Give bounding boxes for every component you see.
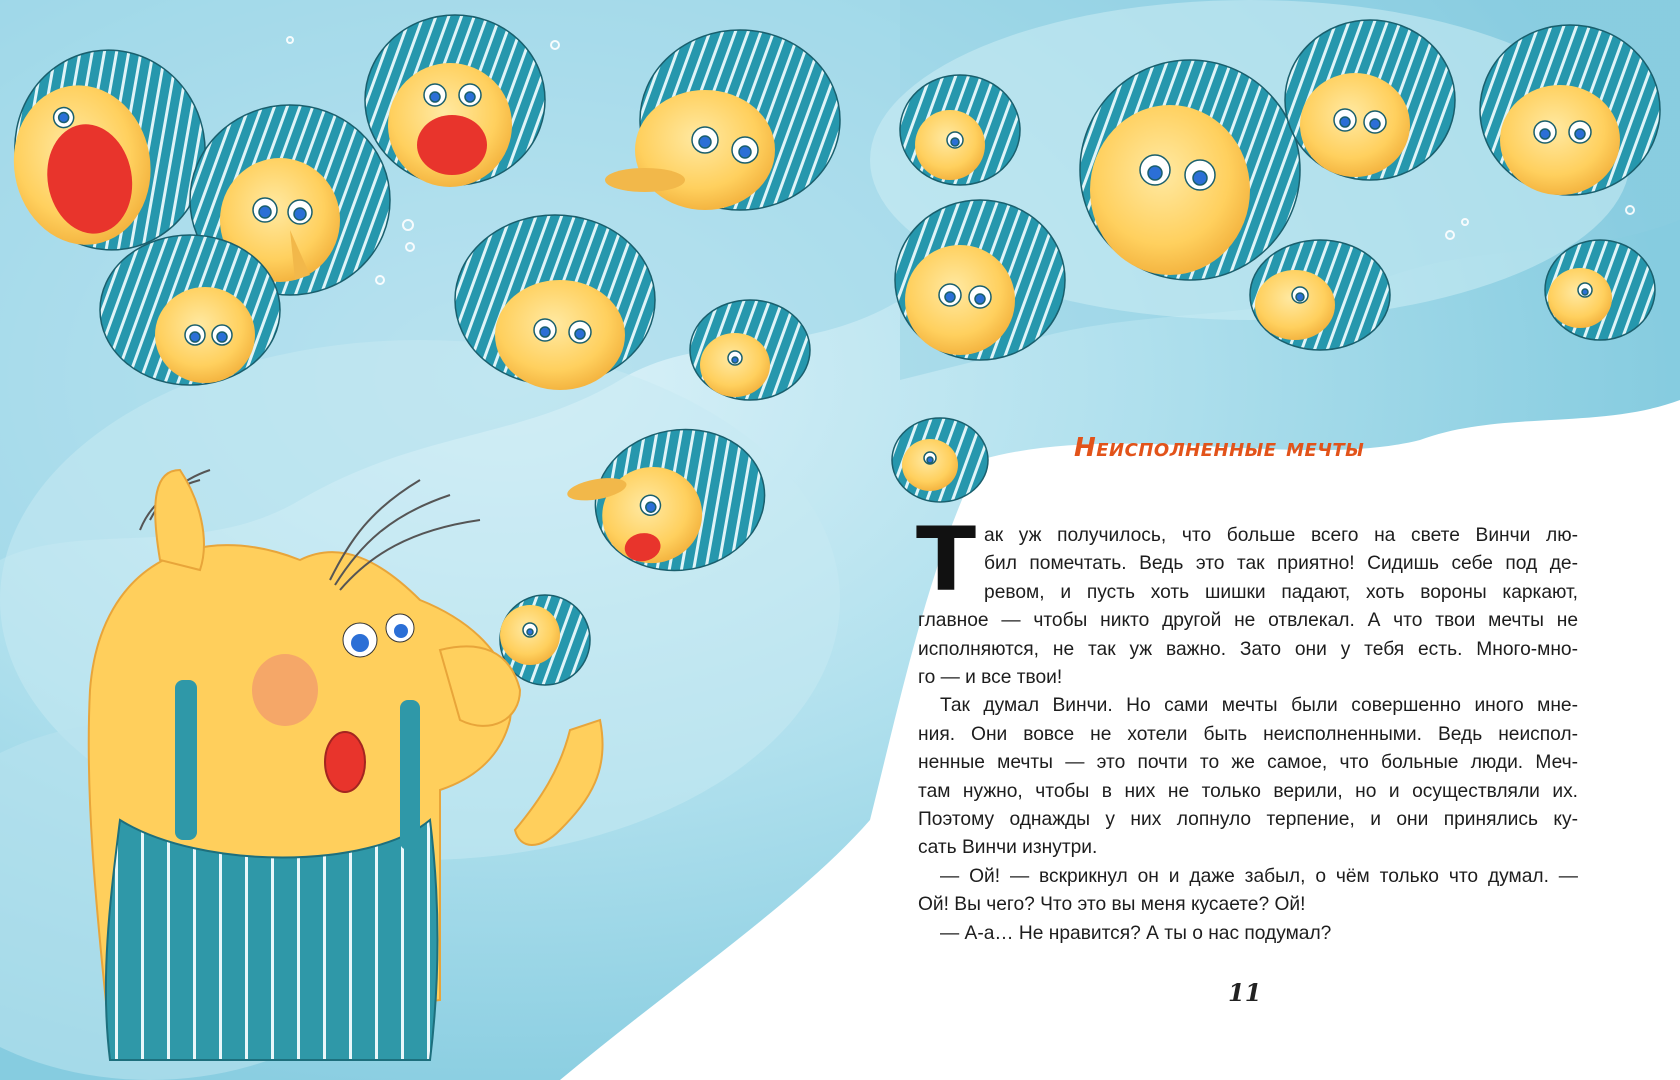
text-line: ак уж получилось, что больше всего на свете Винчи лю-: [984, 525, 1578, 546]
text-line: ревом, и пусть хоть шишки падают, хоть вороны каркают,: [984, 581, 1578, 603]
text-line: — А-а… Не нравится? А ты о нас подумал?: [940, 922, 1332, 944]
text-line: го — и все твои!: [918, 667, 1063, 689]
drop-cap: Т: [916, 508, 977, 611]
paragraph-2: [918, 692, 1578, 862]
text-line: Ой! Вы чего? Что это вы меня кусаете? Ой!: [918, 894, 1306, 916]
paragraph-1: [916, 508, 1578, 692]
text-line: ненные мечты — это почти то же самое, что больные люди. Меч-: [918, 752, 1578, 774]
text-line: ния. Они вовсе не хотели быть неисполненными. Ведь неиспол-: [918, 723, 1578, 745]
text-line: — Ой! — вскрикнул он и даже забыл, о чём только что думал. —: [940, 865, 1578, 887]
text-line: там нужно, чтобы в них не только верили, но и осуществляли их.: [918, 780, 1578, 802]
paragraph-3: [918, 863, 1578, 920]
text-line: сать Винчи изнутри.: [918, 837, 1098, 859]
text-line: Поэтому однажды у них лопнуло терпение, и они принялись ку-: [918, 809, 1578, 831]
page-number: 11: [1228, 978, 1262, 1007]
chapter-title: Неисполненные мечты: [1074, 433, 1365, 463]
text-line: исполняются, не так уж важно. Зато они у тебя есть. Много-мно-: [918, 638, 1578, 660]
text-line: бил помечтать. Ведь это так приятно! Сидишь себе под де-: [984, 553, 1578, 575]
paragraph-4: [918, 920, 1578, 948]
text-line: главное — чтобы никто другой не отвлекал. А что твои мечты не: [918, 610, 1578, 632]
story-text: [916, 508, 1578, 948]
text-line: Так думал Винчи. Но сами мечты были совершенно иного мне-: [940, 695, 1578, 717]
